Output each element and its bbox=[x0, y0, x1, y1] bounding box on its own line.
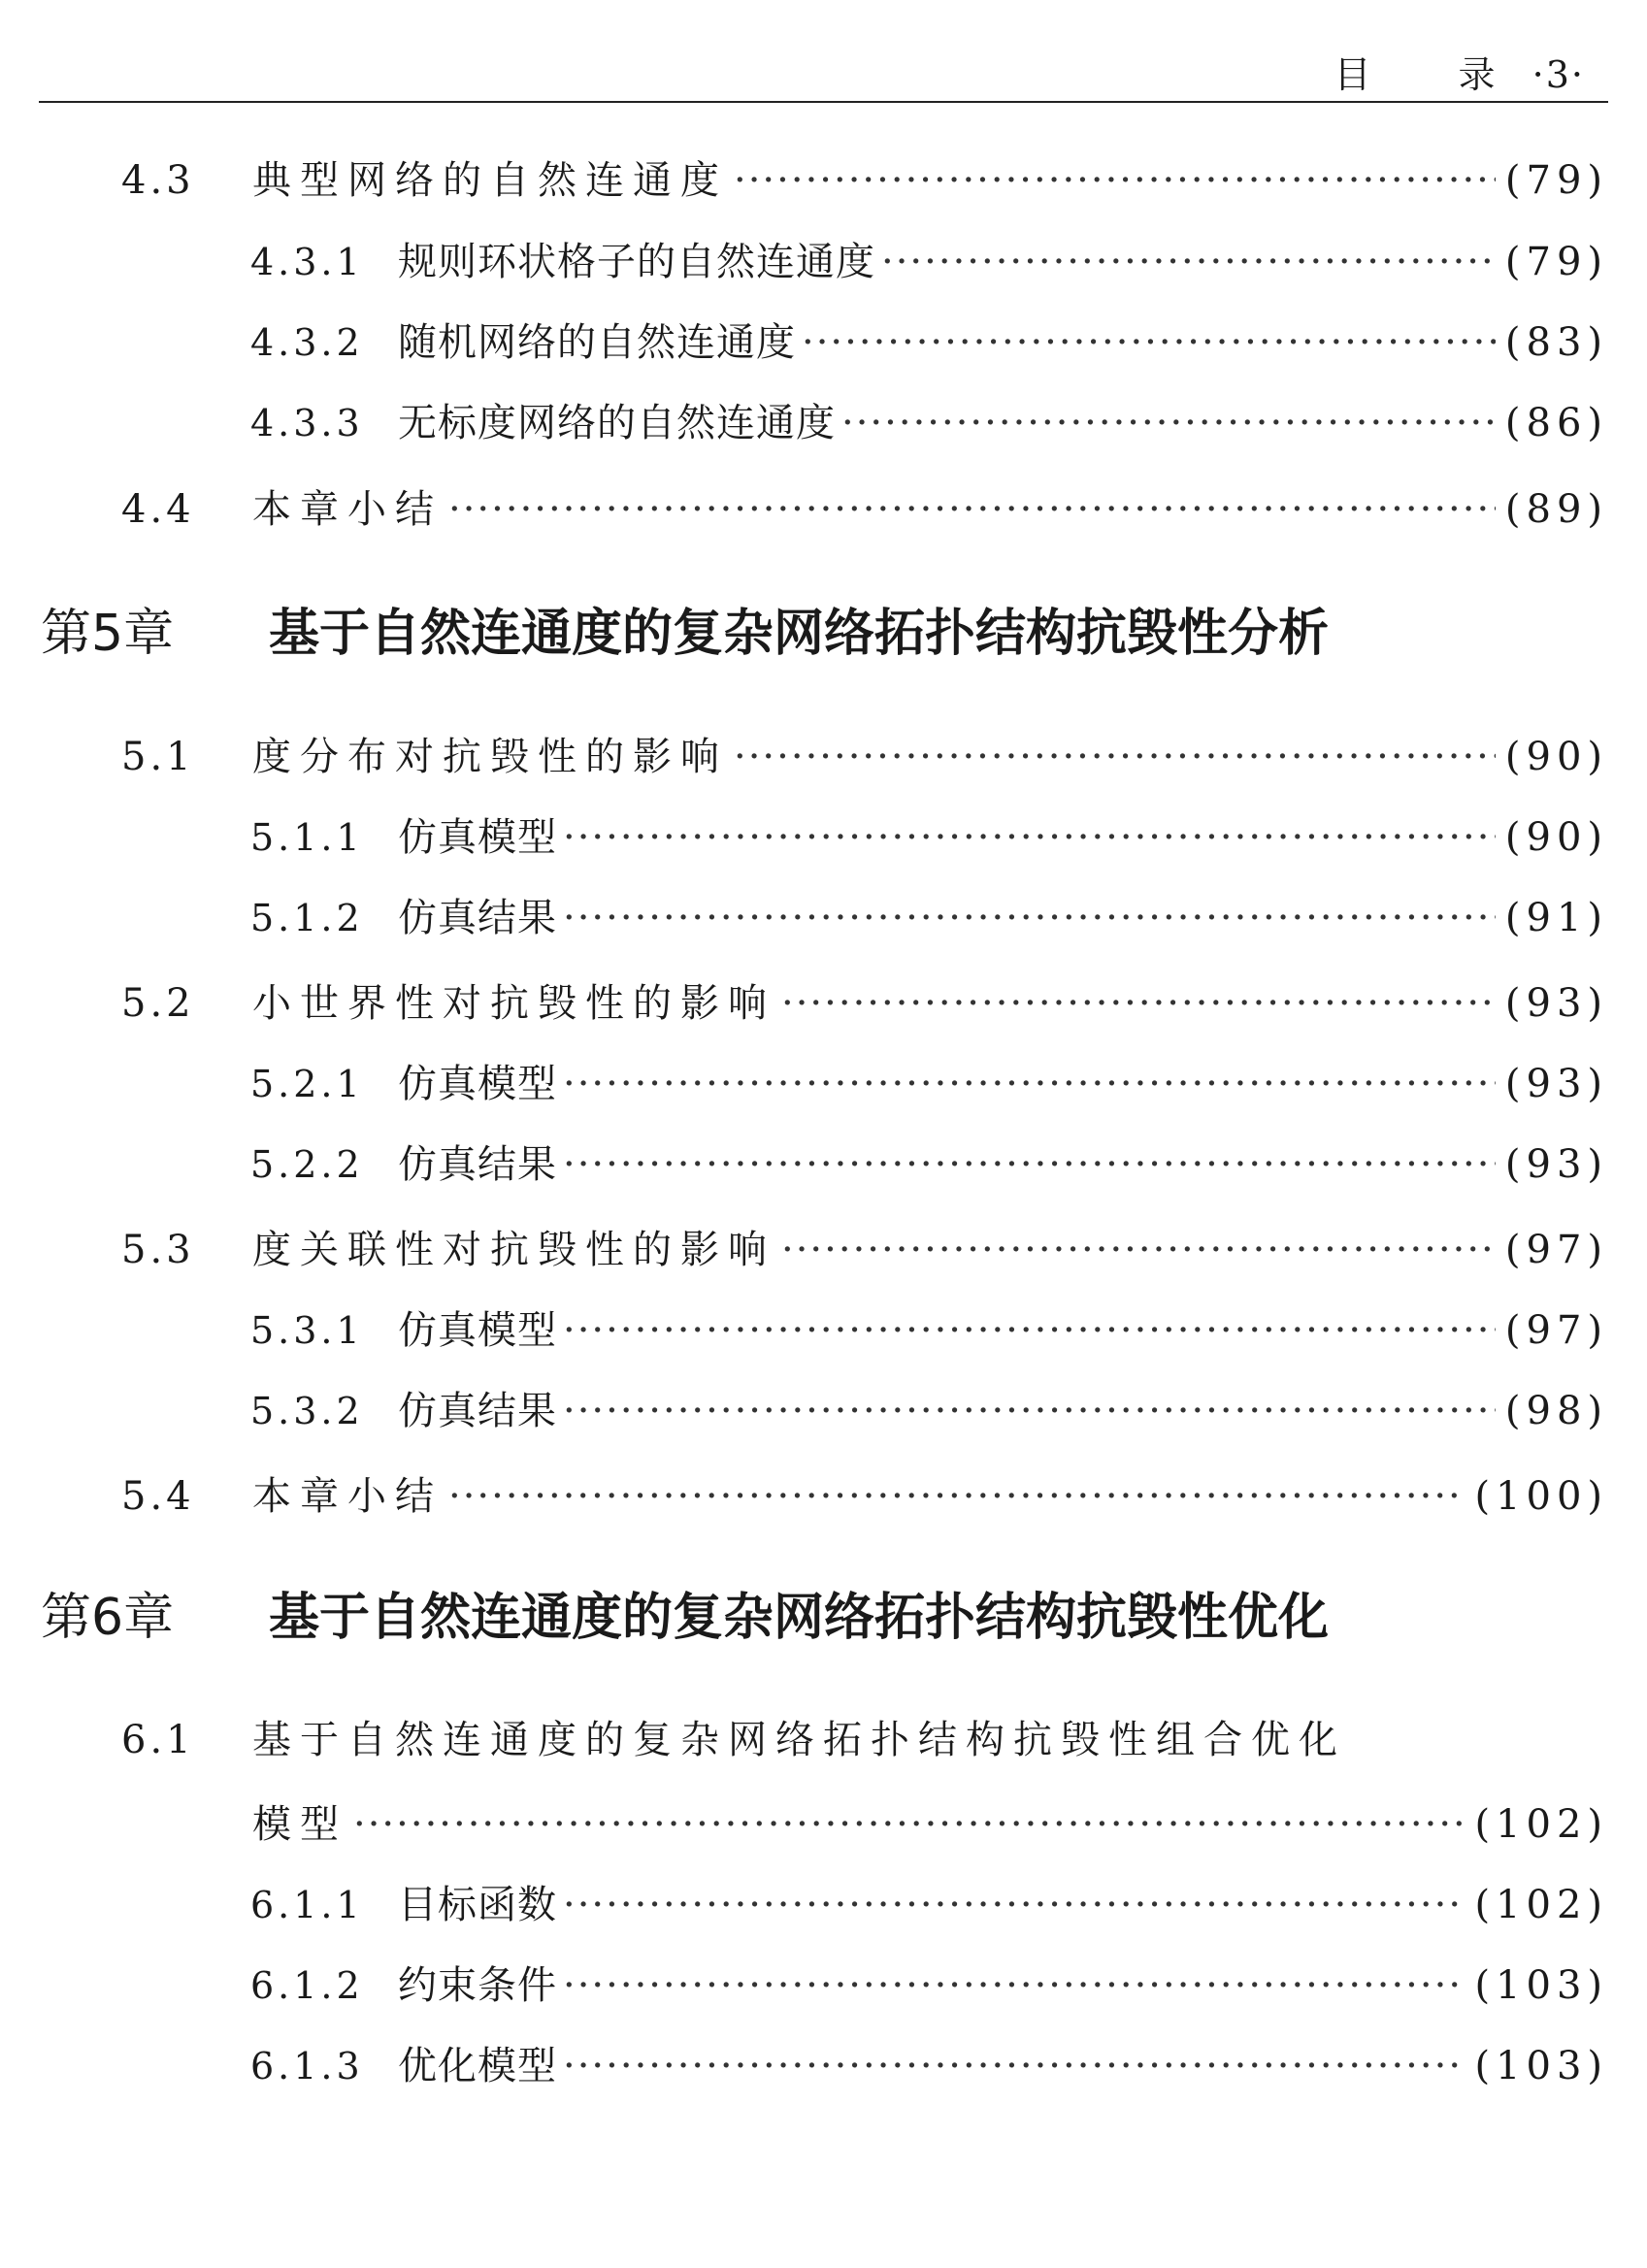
section-title: 本章小结 bbox=[252, 487, 443, 532]
chapter-heading-5[interactable] bbox=[41, 600, 1329, 668]
subsection-number: 4.3.2 bbox=[250, 321, 364, 364]
subsection-title: 仿真模型 bbox=[398, 1308, 557, 1353]
toc-entry-6-1-2[interactable] bbox=[0, 1958, 1608, 2013]
dot-leader bbox=[802, 315, 1496, 370]
section-number: 5.1 bbox=[121, 735, 195, 779]
section-title: 度分布对抗毁性的影响 bbox=[252, 735, 728, 779]
toc-entry-5-1-2[interactable] bbox=[0, 891, 1608, 945]
subsection-title: 仿真结果 bbox=[398, 1389, 557, 1433]
section-title: 小世界性对抗毁性的影响 bbox=[252, 981, 775, 1026]
dot-leader bbox=[563, 2039, 1465, 2093]
subsection-title: 规则环状格子的自然连通度 bbox=[398, 240, 875, 284]
dot-leader bbox=[448, 1469, 1465, 1524]
chapter-heading-6[interactable] bbox=[41, 1584, 1329, 1652]
dot-leader bbox=[841, 396, 1496, 450]
page-ref: (93) bbox=[1504, 981, 1608, 1026]
dot-leader bbox=[781, 976, 1496, 1031]
toc-entry-5-4[interactable] bbox=[0, 1469, 1608, 1524]
chapter-title: 基于自然连通度的复杂网络拓扑结构抗毁性优化 bbox=[269, 1589, 1330, 1647]
toc-entry-6-1-1[interactable] bbox=[0, 1878, 1608, 1932]
page-ref: (90) bbox=[1504, 735, 1608, 779]
toc-entry-6-1-3[interactable] bbox=[0, 2039, 1608, 2093]
dot-leader bbox=[563, 810, 1496, 865]
section-title: 基于自然连通度的复杂网络拓扑结构抗毁性组合优化 bbox=[252, 1718, 1346, 1762]
page-ref: (102) bbox=[1474, 1802, 1608, 1847]
subsection-number: 5.2.1 bbox=[250, 1063, 364, 1105]
toc-entry-6-1[interactable] bbox=[0, 1713, 1608, 1767]
dot-leader bbox=[563, 1958, 1465, 2013]
header-title: 目 录 bbox=[1334, 53, 1519, 96]
section-number: 5.2 bbox=[121, 981, 195, 1026]
section-title: 典型网络的自然连通度 bbox=[252, 158, 728, 203]
section-number: 4.4 bbox=[121, 487, 195, 532]
dot-leader bbox=[563, 1137, 1496, 1192]
toc-entry-5-2-2[interactable] bbox=[0, 1137, 1608, 1192]
subsection-number: 6.1.2 bbox=[250, 1964, 364, 2007]
page-ref: (86) bbox=[1504, 401, 1608, 445]
dot-leader bbox=[563, 1303, 1496, 1358]
dot-leader bbox=[881, 235, 1496, 289]
page-ref: (103) bbox=[1474, 2044, 1608, 2088]
subsection-title: 仿真结果 bbox=[398, 1142, 557, 1187]
page-number: ·3· bbox=[1532, 53, 1585, 96]
dot-leader bbox=[563, 1384, 1496, 1438]
section-number: 6.1 bbox=[121, 1718, 195, 1762]
chapter-title: 基于自然连通度的复杂网络拓扑结构抗毁性分析 bbox=[269, 605, 1330, 663]
section-number: 4.3 bbox=[121, 158, 195, 203]
subsection-number: 6.1.3 bbox=[250, 2045, 364, 2087]
subsection-title: 无标度网络的自然连通度 bbox=[398, 401, 836, 445]
toc-entry-6-1-continued[interactable] bbox=[0, 1797, 1608, 1852]
dot-leader bbox=[448, 482, 1496, 537]
subsection-title: 目标函数 bbox=[398, 1883, 557, 1927]
page-ref: (93) bbox=[1504, 1142, 1608, 1187]
section-title: 度关联性对抗毁性的影响 bbox=[252, 1228, 775, 1272]
subsection-number: 5.1.2 bbox=[250, 897, 364, 939]
toc-entry-5-3-2[interactable] bbox=[0, 1384, 1608, 1438]
dot-leader bbox=[734, 153, 1496, 208]
section-title: 本章小结 bbox=[252, 1474, 443, 1519]
subsection-title: 仿真结果 bbox=[398, 896, 557, 940]
toc-entry-5-1[interactable] bbox=[0, 730, 1608, 784]
page-ref: (103) bbox=[1474, 1963, 1608, 2008]
subsection-title: 随机网络的自然连通度 bbox=[398, 320, 796, 365]
section-number: 5.3 bbox=[121, 1228, 195, 1272]
toc-entry-5-3[interactable] bbox=[0, 1223, 1608, 1277]
subsection-number: 5.1.1 bbox=[250, 816, 364, 859]
toc-entry-5-1-1[interactable] bbox=[0, 810, 1608, 865]
toc-entry-4-3[interactable] bbox=[0, 153, 1608, 208]
subsection-title: 仿真模型 bbox=[398, 815, 557, 860]
toc-entry-4-3-2[interactable] bbox=[0, 315, 1608, 370]
section-number: 5.4 bbox=[121, 1474, 195, 1519]
page-ref: (91) bbox=[1504, 896, 1608, 940]
subsection-number: 6.1.1 bbox=[250, 1884, 364, 1926]
toc-entry-5-2-1[interactable] bbox=[0, 1057, 1608, 1111]
dot-leader bbox=[563, 891, 1496, 945]
section-title-continued: 模型 bbox=[252, 1802, 347, 1847]
subsection-number: 5.3.1 bbox=[250, 1309, 364, 1352]
dot-leader bbox=[734, 730, 1496, 784]
page-ref: (83) bbox=[1504, 320, 1608, 365]
dot-leader bbox=[353, 1797, 1465, 1852]
chapter-number: 第6章 bbox=[41, 1589, 175, 1647]
subsection-title: 约束条件 bbox=[398, 1963, 557, 2008]
page-ref: (97) bbox=[1504, 1228, 1608, 1272]
toc-entry-4-3-1[interactable] bbox=[0, 235, 1608, 289]
page-ref: (102) bbox=[1474, 1883, 1608, 1927]
dot-leader bbox=[563, 1057, 1496, 1111]
page-ref: (79) bbox=[1504, 240, 1608, 284]
page-ref: (97) bbox=[1504, 1308, 1608, 1353]
page-ref: (89) bbox=[1504, 487, 1608, 532]
subsection-number: 5.3.2 bbox=[250, 1390, 364, 1432]
dot-leader bbox=[781, 1223, 1496, 1277]
subsection-title: 仿真模型 bbox=[398, 1062, 557, 1106]
toc-entry-5-3-1[interactable] bbox=[0, 1303, 1608, 1358]
page-ref: (79) bbox=[1504, 158, 1608, 203]
toc-entry-4-4[interactable] bbox=[0, 482, 1608, 537]
page-ref: (90) bbox=[1504, 815, 1608, 860]
page-ref: (100) bbox=[1474, 1474, 1608, 1519]
subsection-title: 优化模型 bbox=[398, 2044, 557, 2088]
chapter-number: 第5章 bbox=[41, 605, 175, 663]
subsection-number: 5.2.2 bbox=[250, 1143, 364, 1186]
dot-leader bbox=[563, 1878, 1465, 1932]
page-ref: (93) bbox=[1504, 1062, 1608, 1106]
subsection-number: 4.3.3 bbox=[250, 402, 364, 444]
subsection-number: 4.3.1 bbox=[250, 241, 364, 283]
page-ref: (98) bbox=[1504, 1389, 1608, 1433]
toc-entry-5-2[interactable] bbox=[0, 976, 1608, 1031]
toc-entry-4-3-3[interactable] bbox=[0, 396, 1608, 450]
